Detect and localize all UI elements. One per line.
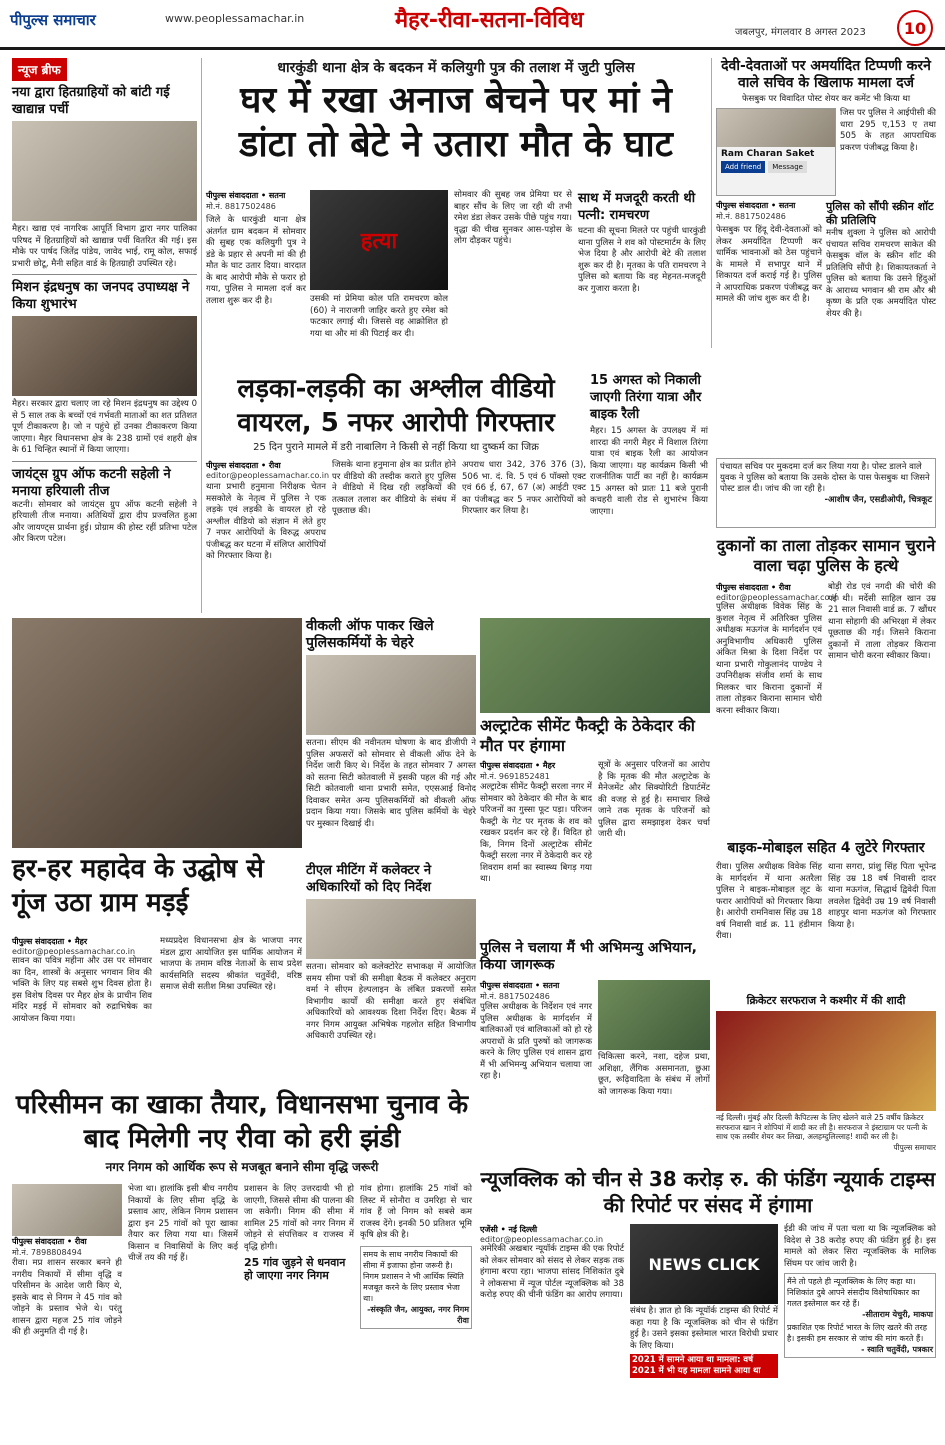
story-body: अल्ट्राटेक सीमेंट फैक्ट्री सरला नगर में सोमवार को ठेकेदार की मौत के बाद परिजनों का गुस्सा फूट पड़ा। परिजन फैक्ट्री के गेट पर मृतक के शव को रखकर प्रदर्शन कर रहे हैं। विदित हो कि, निगम दिनों अल्ट्राटेक सीमेंट फैक्ट्री सरला नगर में ठेकेदारी कर रहे शिवराम शर्मा का स्वास्थ्य बिगड़ गया था। (480, 782, 592, 884)
story-subhead: फेसबुक पर विवादित पोस्ट शेयर कर कमेंट भी किया था (741, 94, 911, 104)
official-quote: समय के साथ नगरीय निकायों की सीमा में इजाफा होना जरूरी है। निगम प्रशासन ने भी आर्थिक स्थिति मजबूत करने के लिए प्रस्ताव भेजा था। (363, 1249, 464, 1303)
police-photo (306, 655, 476, 735)
story-headline: 15 अगस्त को निकाली जाएगी तिरंगा यात्रा और बाइक रैली (590, 373, 702, 422)
story-body: फेसबुक पर हिंदू देवी-देवताओं को लेकर अमर्यादित टिप्पणी कर धार्मिक भावनाओं को ठेस पहुंचाने के मामले में सभापुर थाने में शिकायत दर्ज कराई गई है। पुलिस ने आपराधिक प्रकरण पंजीबद्ध कर मामले की जांच शुरू कर दी है। (716, 225, 822, 304)
crime-label: हत्या (360, 229, 398, 254)
facebook-post-story (716, 58, 936, 528)
shop-theft-story (716, 536, 936, 836)
story-deck: 25 दिन पुराने मामले में डरी नाबालिग ने किसी से नहीं किया था दुष्कर्म का जिक्र (253, 442, 539, 453)
brief-title: जायंट्स ग्रुप ऑफ कटनी सहेली ने मनाया हरियाली तीज (12, 466, 171, 499)
abhiyan-story (480, 940, 710, 1150)
byline-phone: मो.नं. 8817502486 (480, 992, 550, 1001)
story-headline: टीएल मीटिंग में कलेक्टर ने अधिकारियों को दिए निर्देश (306, 863, 432, 895)
profile-name: Ram Charan Saket (721, 149, 815, 159)
tweet-author: -सीताराम येचुरी, माकपा (862, 1310, 933, 1319)
story-body: अमेरिकी अखबार न्यूयॉर्क टाइम्स की एक रिपोर्ट को लेकर सोमवार को संसद से लेकर सड़क तक हंगामा बरपा रहा। भाजपा सांसद निशिकांत दुबे ने लोकसभा में न्यूज पोर्टल न्यूजक्लिक को 38 करोड़ रुपए की चीनी फंडिंग का आरोप लगाया। (480, 1244, 624, 1300)
tweet-quote: मैंने तो पहले ही न्यूजक्लिक के लिए कहा था। निशिकांत दुबे आपने संसदीय विशेषाधिकार का गलत इस्तेमाल कर रहे हैं। (787, 1277, 920, 1308)
office-photo (12, 1184, 122, 1236)
wedding-photo (716, 1011, 936, 1111)
brief-title: मिशन इंद्रधनुष का जनपद उपाध्यक्ष ने किया शुभारंभ (12, 280, 190, 312)
byline-phone: मो.नं. 8817502486 (716, 212, 786, 221)
ultratech-story (480, 716, 710, 936)
bike-theft-story (716, 840, 936, 990)
news-briefs (12, 58, 197, 613)
message-button: Message (768, 161, 807, 173)
story-body: सतना। सोमवार को कलेक्टोरेट सभाकक्ष में आयोजित समय सीमा पत्रों की समीक्षा बैठक में कलेक्टर अनुराग वर्मा ने सीएम हेल्पलाइन के लंबित प्रकरणों समेत विभागीय कार्यों की समीक्षा करते हुए संबंधित अधिकारियों को आवश्यक दिशा निर्देश दिए। बैठक में नगर निगम आयुक्त अभिषेक गहलोत सहित विभागीय अधिकारी उपस्थित रहे। (306, 962, 476, 1041)
story-body: चिकित्सा करने, नशा, दहेज प्रथा, अशिक्षा, लैंगिक असमानता, छुआ छूत, रूढ़िवादिता के संबंध में लोगों को जागरूक किया गया। (598, 1052, 710, 1097)
top-story (206, 58, 706, 368)
byline-email: editor@peoplessamachar.co.in (716, 593, 840, 602)
story-red-line: 2021 में सामने आया था मामला: वर्ष 2021 में भी यह मामला सामने आया था (630, 1354, 778, 1378)
byline: एजेंसी • नई दिल्ली (480, 1225, 538, 1234)
story-headline: क्रिकेटर सरफराज ने कश्मीर में की शादी (746, 994, 906, 1007)
story-body: अपराध धारा 342, 376 376 (3), 506 भा. दं. वि. 5 एवं 6 पॉक्सो एक्ट एवं 66 ई, 67, 67 (अ) आईटी एक्ट का पंजीबद्ध कर 5 नफर आरोपियों को गिरफ्तार कर लिया है। (462, 460, 586, 516)
section-title: मैहर-रीवा-सतना-विविध (395, 8, 584, 33)
photo-credit: पीपुल्स समाचार (893, 1142, 936, 1152)
video-story (206, 372, 586, 612)
newsclick-logo (630, 1224, 778, 1304)
story-body: थाना सगरा, प्रांशु सिंह पिता भूपेन्द्र सिंह उम्र 18 वर्ष निवासी दादर थाना मऊगंज, सिद्धार्थ द्विवेदी पिता लवलेश द्विवेदी उम्र 19 वर्ष निवासी शाहपुर थाना मऊगंज को गिरफ्तार किया है। (828, 862, 936, 930)
temple-photo (12, 618, 302, 848)
story-body: उसकी मां प्रेमिया कोल पति रामचरण कोल (60) ने नाराजगी जाहिर करते हुए रमेश को फटकार लगाई थी। जिससे वह आक्रोशित हो गया था और मां की पिटाई कर दी। (310, 294, 448, 339)
weekly-off-story (306, 618, 476, 858)
story-headline: अल्ट्राटेक सीमेंट फैक्ट्री के ठेकेदार की मौत पर हंगामा (480, 716, 695, 755)
story-body: गांव होगा। हालांकि 25 गांवों को लिस्ट में सोनौरा व उमरिहा से चार गांव हैं जो निगम को सबसे कम राजस्व देंगे। इनकी 50 प्रतिशत भूमि कृषि क्षेत्र की है। (360, 1184, 472, 1240)
story-body: पुलिस अधीक्षक विवेक सिंह के कुशल नेतृत्व में अतिरिक्त पुलिस अधीक्षक मऊगंज के मार्गदर्शन एवं अनुविभागीय अधिकारी पुलिस अंकित मिश्रा के दिशा निर्देश पर थाना प्रभारी गोकुलानंद पाण्डेय ने उपनिरीक्षक संजीव शर्मा के साथ मिलकर चार किराना दुकानों में ताला तोड़कर किराना सामान चोरी करना स्वीकार किया। (716, 602, 822, 716)
byline-phone: मो.नं. 7898808494 (12, 1248, 82, 1257)
story-body: प्रशासन के लिए उत्तरदायी भी हो जाएगी, जिससे सीमा की पालना की जा सकेगी। निगम की सीमा में शामिल 25 गांवों को नगर निगम में जोड़ने से संपत्तिकर व राजस्व में वृद्धि होगी। (244, 1184, 354, 1252)
temple-story (12, 852, 302, 1082)
byline: पीपुल्स संवाददाता • रीवा (12, 1237, 87, 1246)
rally-story (590, 372, 708, 612)
newsclick-logo-text: NEWS CLICK (648, 1254, 760, 1274)
story-subhead: पुलिस को सौंपी स्क्रीन शॉट की प्रतिलिपि (826, 200, 934, 227)
byline: पीपुल्स संवाददाता • सतना (206, 191, 286, 200)
story-body: बोड़ी रोड एवं नगदी की चोरी की गई थी। मर्देसी साहिल खान उम्र 21 साल निवासी वार्ड क्र. 7 खौंधर थाना सोहागी की अभिरक्षा में लेकर पूछताछ की गई। जिसने किराना दुकानों में ताला तोड़कर किराना सामान चोरी करना स्वीकार किया। (828, 582, 936, 661)
story-headline: घर में रखा अनाज बेचने पर मां ने डांटा तो बेटे ने उतारा मौत के घाट (239, 80, 673, 165)
profile-photo (717, 109, 835, 147)
byline: पीपुल्स संवाददाता • सतना (716, 201, 796, 210)
official-quote: पंचायत सचिव पर मुकदमा दर्ज कर लिया गया है। पोस्ट डालने वाले युवक ने पुलिस को बताया कि उसके दोस्त के पास फेसबुक था जिसने पोस्ट डाल दी। जांच की जा रही है। (720, 462, 930, 494)
story-body: जिस पर पुलिस ने आईपीसी की धारा 295 ए,153 ए तथा 505 के तहत आपराधिक प्रकरण पंजीबद्ध किया है। (840, 108, 936, 153)
quote-attribution: -संस्कृति जैन, आयुक्त, नगर निगम रीवा (367, 1304, 469, 1325)
story-headline: दुकानों का ताला तोड़कर सामान चुराने वाला चढ़ा पुलिस के हत्थे (716, 536, 936, 575)
newspaper-logo: पीपुल्स समाचार (10, 11, 96, 29)
story-body: मध्यप्रदेश विधानसभा क्षेत्र के भाजपा नगर मंडल द्वारा आयोजित इस धार्मिक आयोजन में भाजपा के तमाम वरिष्ठ नेताओं के साथ प्रदेश कार्यसमिति सदस्य श्रीकांत चतुर्वेदी, वरिष्ठ समाज सेवी सतीश मिश्रा उपस्थित रहे। (160, 936, 302, 992)
story-subhead: 25 गांव जुड़ने से धनवान हो जाएगा नगर निगम (244, 1256, 346, 1282)
story-kicker: धारकुंडी थाना क्षेत्र के बदकन में कलियुगी पुत्र की तलाश में जुटी पुलिस (277, 60, 635, 76)
photo-caption: नई दिल्ली। मुंबई और दिल्ली कैपिटल्स के लिए खेलने वाले 25 वर्षीय क्रिकेटर सरफराज खान ने शोपियां में शादी कर ली है। सरफराज ने इंस्टाग्राम पर पत्नी के साथ एक तस्वीर शेयर कर लिखा, अलहम्दुलिल्लाह! शादी कर ली है। (716, 1113, 928, 1141)
story-kicker: देवी-देवताओं पर अमर्यादित टिप्पणी करने वाले सचिव के खिलाफ मामला दर्ज (721, 58, 931, 91)
story-body: सतना। सीएम की नवीनतम घोषणा के बाद डीजीपी ने पुलिस अफसरों को सोमवार से वीकली ऑफ देने के निर्देश जारी किए थे। निर्देश के तहत सोमवार 7 अगस्त को सतना सिटी कोतवाली में इसकी पहल की गई और सिटी कोतवाली थाना प्रभारी समेत, एएसआई विनोद दिवाकर समेत अन्य पुलिसकर्मियों को वीकली ऑफ प्रदान किया गया। जिसके बाद पुलिस कर्मियों के चेहरे पर मुस्कान दिखाई दी। (306, 738, 476, 829)
story-body: मैहर। 15 अगस्त के उपलक्ष्य में मां शारदा की नगरी मैहर में विशाल तिरंगा यात्रा एवं बाइक रैली का आयोजन किया जाएगा। यह कार्यक्रम किसी भी राजनीतिक पार्टी का नहीं है। कार्यक्रम 15 अगस्त को प्रातः 11 बजे पुरानी कचहरी वाली रोड से शुभारंभ किया जाएगा। (590, 426, 708, 517)
story-deck: नगर निगम को आर्थिक रूप से मजबूत बनाने सीमा वृद्धि जरूरी (105, 1160, 379, 1174)
byline-email: editor@peoplessamachar.co.in (480, 1235, 604, 1244)
story-headline: हर-हर महादेव के उद्घोष से गूंज उठा ग्राम मड़ई (12, 854, 264, 918)
meeting-photo (306, 899, 476, 959)
collector-story (306, 862, 476, 1082)
date-line: जबलपुर, मंगलवार 8 अगस्त 2023 (735, 27, 866, 38)
story-body: संबंध है। ज्ञात हो कि न्यूयॉर्क टाइम्स की रिपोर्ट में कहा गया है कि न्यूजक्लिक को चीन से फंडिंग हुई है। उसने इसका इस्तेमाल भारत विरोधी प्रचार के लिए किया। (630, 1306, 778, 1351)
story-body: ईडी की जांच में पता चला था कि न्यूजक्लिक को विदेश से 38 करोड़ रुपए की फंडिंग हुई है। इस मामले को लेकर सिरा न्यूजक्लिक के मालिक सिंघम पर जांच जारी है। (784, 1224, 936, 1269)
factory-gate-photo (480, 618, 710, 713)
story-body: रीवा। मप्र शासन सरकार बनने ही नगरीय निकायों में सीमा वृद्धि व परिसीमन के आदेश जारी किए थे, इसके बाद से निगम ने 45 गांव को जोड़ने के प्रस्ताव भेजे थे। परंतु शासन द्वारा महज 25 गांव जोड़ने की ही अनुमति दी गई है। (12, 1258, 122, 1337)
story-body: मनीष शुक्ला ने पुलिस को आरोपी पंचायत सचिव रामचरण साकेत की फेसबुक वॉल के स्क्रीन शॉट की प्रतिलिपि सौंपी है। शिकायतकर्ता ने पुलिस को बताया कि उसने हिंदुओं के आराध्य भगवान श्री राम और श्री कृष्ण के प्रति एक अमर्यादित पोस्ट शेयर की है। (826, 228, 936, 319)
brief-title: नया द्वारा हितग्राहियों को बांटी गई खाद्यान्न पर्ची (12, 85, 170, 117)
website-url: www.peoplessamachar.in (165, 12, 305, 25)
story-headline: न्यूजक्लिक को चीन से 38 करोड़ रु. की फंडिंग न्यूयार्क टाइम्स की रिपोर्ट पर संसद में हंगामा (480, 1167, 936, 1217)
story-body: घटना की सूचना मिलते पर पहुंची धारकुंडी थाना पुलिस ने शव को पोस्टमार्टम के लिए भेज दिया है और आरोपी बेटे की तलाश शुरू कर दी है। मृतका के पति रामचरण ने पुलिस को बताया कि वह मेहनत-मजदूरी कर गुजारा करता है। (578, 226, 706, 294)
tweet-quote: प्रकाशित एक रिपोर्ट भारत के लिए खतरे की तरह है। इसकी हम सरकार से जांच की मांग करते हैं। (787, 1323, 928, 1343)
story-body: सोमवार की सुबह जब प्रेमिया घर से बाहर सौंच के लिए जा रही थी तभी रमेश डंडा लेकर उसके पीछे पहुंच गया। वृद्धा की चीख सुनकर आस-पड़ोस के लोग दौड़कर पहुंचे। (454, 190, 572, 246)
byline: पीपुल्स संवाददाता • मैहर (12, 937, 88, 946)
byline-email: editor@peoplessamachar.co.in (206, 471, 330, 480)
brief-body: मैहर। सरकार द्वारा चलाए जा रहे मिशन इंद्रधनुष का उद्देश्य 0 से 5 साल तक के बच्चों एवं गर्भवती माताओं का शत प्रतिशत पूर्ण टीकाकरण है। जो न पहुंचे हों उनका टीकाकरण किया जाएगा। मैहर विधानसभा क्षेत्र के 238 ग्रामों एवं शहरी क्षेत्र के 61 चिन्हित स्थानों में किया जाएगा। (12, 399, 197, 455)
brief-photo (12, 121, 197, 221)
story-headline: लड़का-लड़की का अश्लील वीडियो वायरल, 5 नफर आरोपी गिरफ्तार (237, 374, 555, 438)
brief-body: मैहर। खाद्य एवं नागरिक आपूर्ति विभाग द्वारा नगर पालिका परिषद में हितग्राहियों को खाद्यान्न पर्ची वितरित की गई। इस मौके पर पार्षद जितेंद्र पांडेय, जावेद भाई, रामू कोल, सफाई प्रभारी छोटू, मैनी सहित वार्ड के हितग्राही उपस्थित रहे। (12, 224, 197, 269)
brief-body: कटनी। सोमवार को जायंट्स ग्रुप ऑफ कटनी सहेली ने हरियाली तीज मनाया। अतिथियों द्वारा दीप प्रज्वलित हुआ और जायण्ट्स प्रार्थना हुई। प्रोग्राम की होस्ट रहीं प्रतिभा पटेल और किरण पटेल। (12, 499, 197, 544)
crime-illustration (310, 190, 448, 290)
wedding-story (716, 992, 936, 1160)
byline: पीपुल्स संवाददाता • मैहर (480, 761, 556, 770)
byline: पीपुल्स संवाददाता • सतना (480, 981, 560, 990)
story-headline: परिसीमन का खाका तैयार, विधानसभा चुनाव के बाद मिलेगी नए रीवा को हरी झंडी (15, 1090, 469, 1154)
byline-phone: मो.नं. 8817502486 (206, 202, 276, 211)
briefs-tag: न्यूज ब्रीफ (12, 58, 67, 81)
byline: पीपुल्स संवाददाता • रीवा (206, 461, 281, 470)
story-headline: बाइक-मोबाइल सहित 4 लुटेरे गिरफ्तार (727, 840, 925, 856)
story-headline: पुलिस ने चलाया मैं भी अभिमन्यु अभियान, किया जागरूक (480, 940, 697, 973)
newsclick-story (480, 1166, 936, 1438)
brief-photo (12, 316, 197, 396)
add-friend-button: Add friend (721, 161, 765, 173)
byline: पीपुल्स संवाददाता • रीवा (716, 583, 791, 592)
page-number: 10 (897, 10, 933, 46)
byline-email: editor@peoplessamachar.co.in (12, 947, 136, 956)
byline-phone: मो.नं. 9691852481 (480, 772, 550, 781)
story-body: भेजा था। हालांकि इसी बीच नगरीय निकायों के लिए सीमा वृद्धि के प्रस्ताव आए, लेकिन निगम प्रशासन द्वारा इन 25 गांवों को पूरा खाका तैयार कर लिया गया था। जिसमें किसान व निवासियों के लिए कई चीजें तय की गई हैं। (128, 1184, 238, 1263)
story-body: जिले के धारकुंडी थाना क्षेत्र अंतर्गत ग्राम बदकन में सोमवार की सुबह एक कलियुगी पुत्र ने डंडे के प्रहार से अपनी मां की ही मौत के घाट उतार दिया। वारदात के बाद आरोपी मौके से फरार हो गया, पुलिस ने मामला दर्ज कर तलाश शुरू कर दी है। (206, 215, 306, 306)
story-body: रीवा। पुलिस अधीक्षक विवेक सिंह के मार्गदर्शन में थाना अतरैला पुलिस ने बाइक-मोबाइल लूट के फरार आरोपियों को गिरफ्तार किया है। आरोपी रामनिवास सिंह उम्र 18 वर्ष निवासी वार्ड क्र. 11 हंडीमान रीवा। (716, 862, 823, 941)
tweet-author: - स्वाति चतुर्वेदी, पत्रकार (861, 1345, 933, 1354)
delimitation-story (12, 1088, 472, 1438)
quote-attribution: -आशीष जैन, एसडीओपी, चित्रकूट (824, 495, 932, 505)
story-body: पुलिस अधीक्षक के निर्देशन एवं नगर पुलिस अधीक्षक के मार्गदर्शन में बालिकाओं एवं बालिकाओं को हो रहे अपराधों के प्रति पुरुषों को जागरूक करने के लिए पुलिस एवं शासन द्वारा मैं भी अभिमन्यु अभियान चलाया जा रहा है। (480, 1002, 592, 1081)
abhiyan-photo (598, 980, 710, 1050)
masthead (0, 0, 945, 50)
story-body: जिसके थाना हनुमाना क्षेत्र का प्रतीत होने पर वीडियो की तस्दीक कराते हुए पुलिस ने वीडियो में दिख रही लड़कियों की तत्काल तलाश कर वीडियो के संबंध में पूछताछ की। (332, 460, 456, 516)
story-subhead: साथ में मजदूरी करती थी पत्नी: रामचरण (578, 191, 696, 223)
story-body: सावन का पवित्र महीना और उस पर सोमवार का दिन, शास्त्रों के अनुसार भगवान शिव की भक्ति के लिए यह सबसे शुभ दिवस होता है। इस विशेष दिवस पर मैहर क्षेत्र के प्राचीन शिव मंदिर मड़ई में सोमवार को रुद्राभिषेक का आयोजन किया गया। (12, 956, 152, 1024)
story-body: थाना प्रभारी हनुमाना निरीक्षक चेतन मसकोले के नेतृत्व में पुलिस ने एक लड़के एवं लड़की के वायरल हो रहे अश्लील वीडियो को संज्ञान में लेते हुए 7 नफर आरोपियों के विरुद्ध अपराध पंजीबद्ध कर घटना में संलिप्त आरोपियों को गिरफ्तार किया है। (206, 482, 326, 561)
story-headline: वीकली ऑफ पाकर खिले पुलिसकर्मियों के चेहरे (306, 618, 434, 651)
story-body: सूत्रों के अनुसार परिजनों का आरोप है कि मृतक की मौत अल्ट्राटेक के मैनेजमेंट और सिक्योरिटी डिपार्टमेंट की वजह से हुई है। समाचार लिखे जाने तक मृतक के परिजनों को पुलिस द्वारा समझाइश देकर चर्चा जारी थी। (598, 760, 710, 839)
